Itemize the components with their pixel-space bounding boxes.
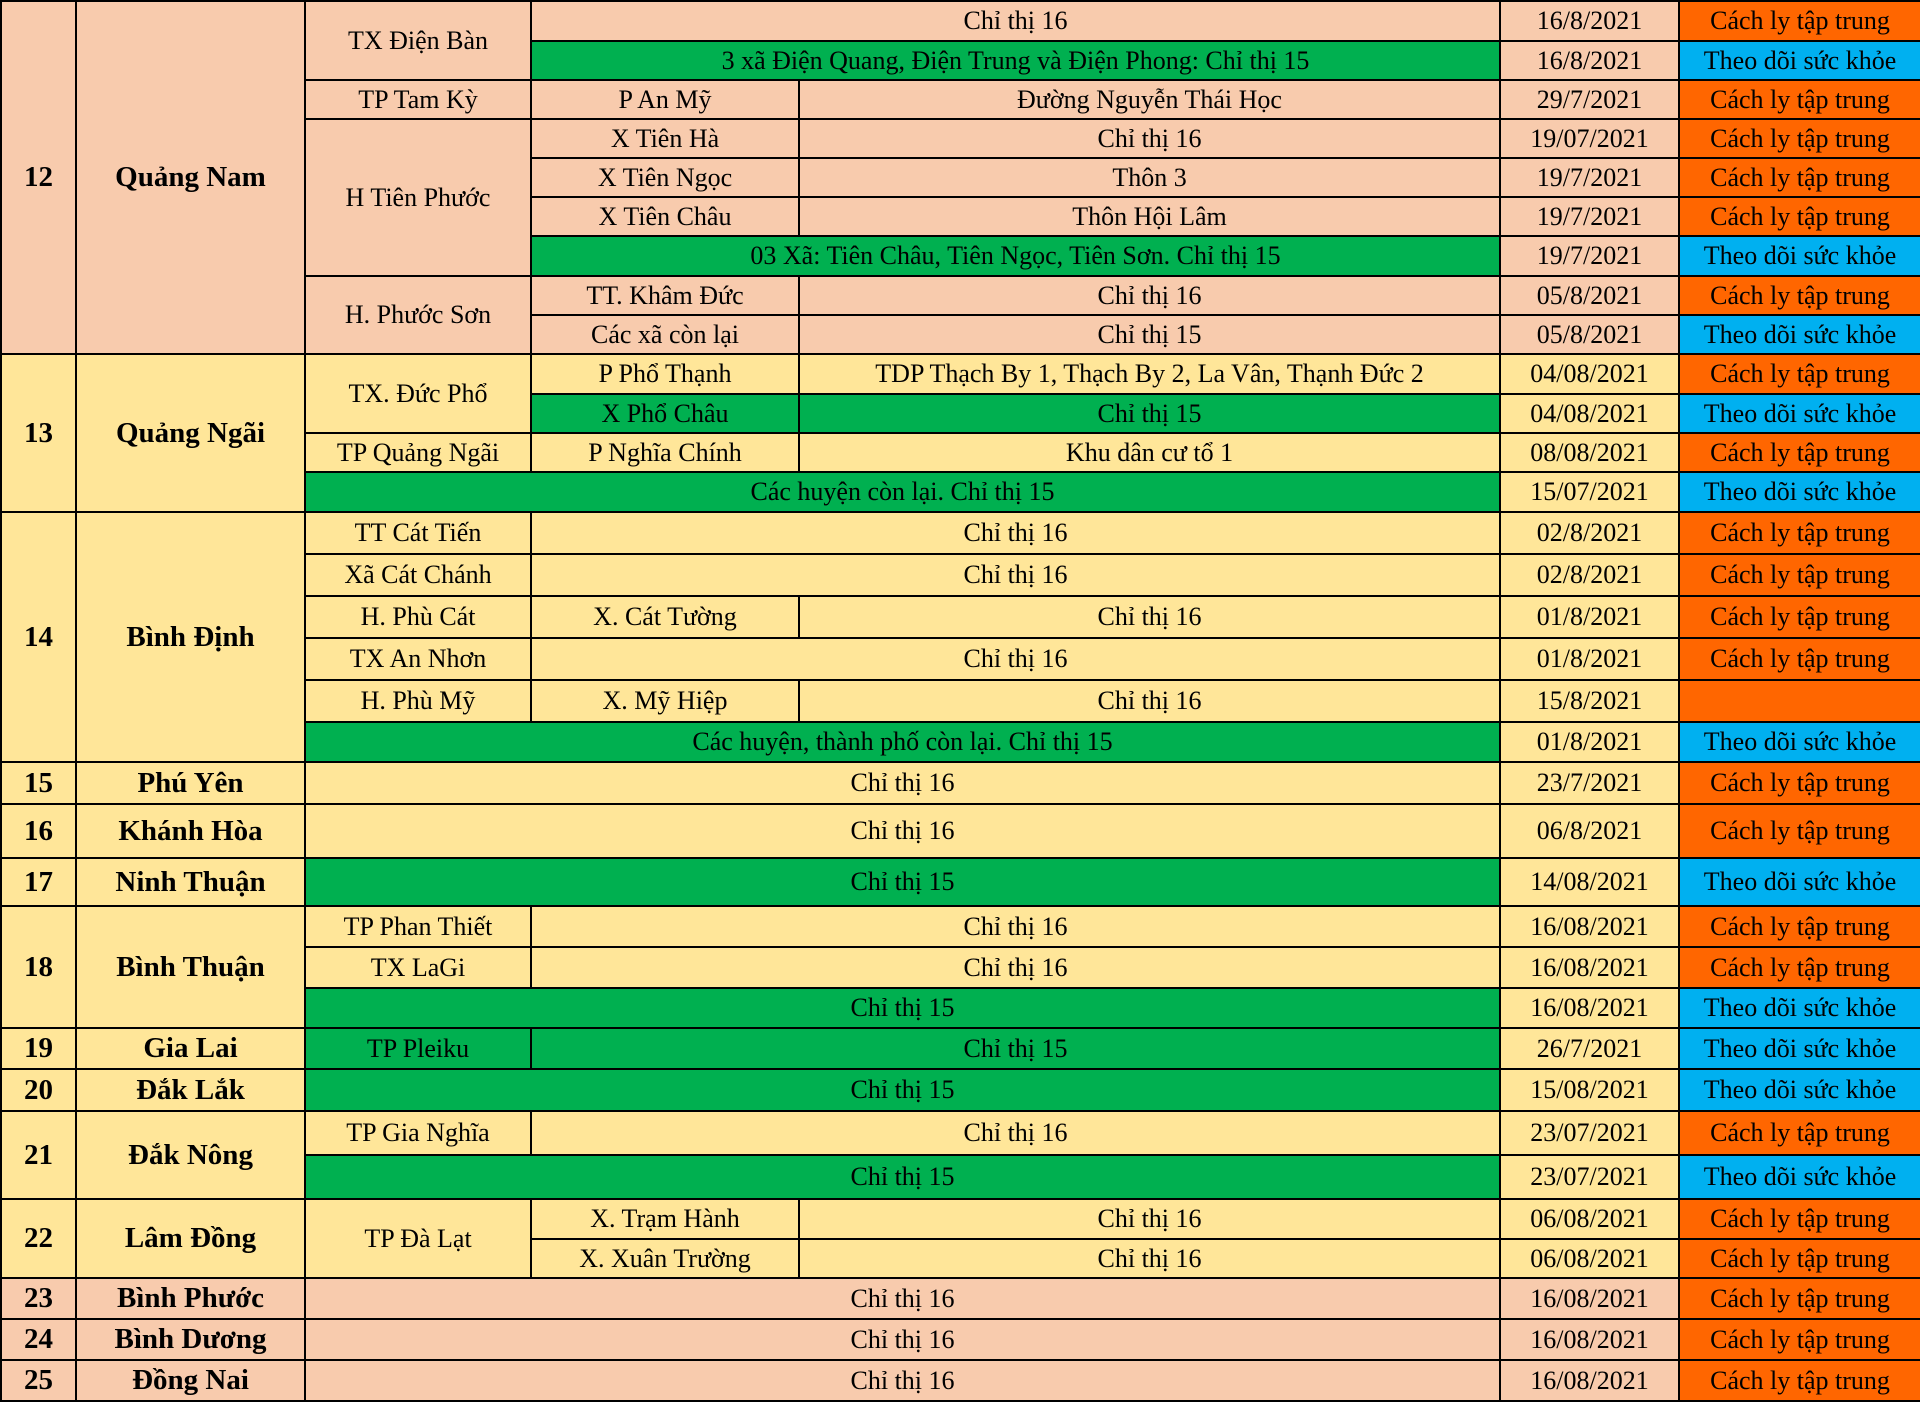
district-name: TP Phan Thiết	[305, 906, 531, 947]
date-cell: 16/08/2021	[1500, 1360, 1679, 1401]
commune-name: X Tiên Ngọc	[531, 158, 799, 197]
measure-cell: Chỉ thị 16	[531, 1111, 1500, 1155]
row-number: 19	[1, 1028, 76, 1069]
date-cell: 16/08/2021	[1500, 1278, 1679, 1319]
status-badge: Theo dõi sức khỏe	[1679, 394, 1920, 433]
measure-cell: Chỉ thị 15	[305, 858, 1500, 906]
commune-name: P Phổ Thạnh	[531, 354, 799, 394]
measure-cell: Chỉ thị 16	[305, 762, 1500, 804]
measure-cell: Chỉ thị 15	[531, 1028, 1500, 1069]
status-badge: Theo dõi sức khỏe	[1679, 988, 1920, 1028]
date-cell: 02/8/2021	[1500, 512, 1679, 554]
status-badge: Cách ly tập trung	[1679, 433, 1920, 472]
status-badge: Cách ly tập trung	[1679, 1319, 1920, 1360]
measure-cell: Chỉ thị 16	[531, 947, 1500, 988]
status-badge: Cách ly tập trung	[1679, 762, 1920, 804]
status-badge: Theo dõi sức khỏe	[1679, 858, 1920, 906]
measure-cell: 3 xã Điện Quang, Điện Trung và Điện Phong: Chỉ thị 15	[531, 41, 1500, 80]
province-name: Đắk Nông	[76, 1111, 305, 1199]
status-badge: Cách ly tập trung	[1679, 354, 1920, 394]
date-cell: 06/08/2021	[1500, 1239, 1679, 1278]
district-name: TT Cát Tiến	[305, 512, 531, 554]
commune-name: X. Cát Tường	[531, 596, 799, 638]
date-cell: 14/08/2021	[1500, 858, 1679, 906]
row-number: 25	[1, 1360, 76, 1401]
district-name: H. Phù Cát	[305, 596, 531, 638]
date-cell: 29/7/2021	[1500, 80, 1679, 119]
date-cell: 16/08/2021	[1500, 1319, 1679, 1360]
measure-cell: Chỉ thị 16	[305, 1319, 1500, 1360]
status-badge: Theo dõi sức khỏe	[1679, 315, 1920, 354]
status-badge: Cách ly tập trung	[1679, 554, 1920, 596]
commune-name: Các xã còn lại	[531, 315, 799, 354]
date-cell: 23/07/2021	[1500, 1111, 1679, 1155]
date-cell: 16/8/2021	[1500, 1, 1679, 41]
date-cell: 19/7/2021	[1500, 158, 1679, 197]
district-name: H Tiên Phước	[305, 119, 531, 276]
date-cell: 05/8/2021	[1500, 315, 1679, 354]
table-row	[1, 1319, 1920, 1360]
status-badge: Theo dõi sức khỏe	[1679, 1028, 1920, 1069]
date-cell: 15/08/2021	[1500, 1069, 1679, 1111]
date-cell: 26/7/2021	[1500, 1028, 1679, 1069]
commune-name: TT. Khâm Đức	[531, 276, 799, 315]
measure-cell: Các huyện còn lại. Chỉ thị 15	[305, 472, 1500, 512]
date-cell: 06/08/2021	[1500, 1199, 1679, 1239]
district-name: TX LaGi	[305, 947, 531, 988]
table-row	[1, 906, 1920, 947]
table-row	[1, 512, 1920, 554]
commune-name: X. Mỹ Hiệp	[531, 680, 799, 722]
province-name: Bình Phước	[76, 1278, 305, 1319]
status-badge: Cách ly tập trung	[1679, 276, 1920, 315]
status-badge: Cách ly tập trung	[1679, 1199, 1920, 1239]
row-number: 14	[1, 512, 76, 762]
date-cell: 19/7/2021	[1500, 197, 1679, 236]
table-row	[1, 762, 1920, 804]
status-badge: Theo dõi sức khỏe	[1679, 236, 1920, 276]
table-row	[1, 1111, 1920, 1155]
province-name: Khánh Hòa	[76, 804, 305, 858]
measure-cell: Chỉ thị 16	[531, 512, 1500, 554]
district-name: TX An Nhơn	[305, 638, 531, 680]
table-row	[1, 1, 1920, 41]
commune-name: X Phổ Châu	[531, 394, 799, 433]
commune-name: X Tiên Hà	[531, 119, 799, 158]
measure-cell: Chỉ thị 15	[305, 988, 1500, 1028]
date-cell: 15/8/2021	[1500, 680, 1679, 722]
status-badge: Cách ly tập trung	[1679, 1360, 1920, 1401]
status-badge: Cách ly tập trung	[1679, 1, 1920, 41]
table-row	[1, 1028, 1920, 1069]
date-cell: 02/8/2021	[1500, 554, 1679, 596]
commune-name: X. Xuân Trường	[531, 1239, 799, 1278]
status-badge: Cách ly tập trung	[1679, 1111, 1920, 1155]
district-name: TX Điện Bàn	[305, 1, 531, 80]
measure-cell: Các huyện, thành phố còn lại. Chỉ thị 15	[305, 722, 1500, 762]
area-cell: Thôn 3	[799, 158, 1500, 197]
status-badge: Cách ly tập trung	[1679, 1239, 1920, 1278]
measure-cell: 03 Xã: Tiên Châu, Tiên Ngọc, Tiên Sơn. Chỉ thị 15	[531, 236, 1500, 276]
area-cell: Chỉ thị 16	[799, 119, 1500, 158]
district-name: TP Quảng Ngãi	[305, 433, 531, 472]
province-name: Quảng Ngãi	[76, 354, 305, 512]
measure-cell: Chỉ thị 16	[305, 1360, 1500, 1401]
province-name: Đồng Nai	[76, 1360, 305, 1401]
commune-name: X Tiên Châu	[531, 197, 799, 236]
status-badge: Cách ly tập trung	[1679, 197, 1920, 236]
province-name: Gia Lai	[76, 1028, 305, 1069]
measure-cell: Chỉ thị 15	[305, 1155, 1500, 1199]
district-name: Xã Cát Chánh	[305, 554, 531, 596]
province-name: Phú Yên	[76, 762, 305, 804]
status-badge: Theo dõi sức khỏe	[1679, 722, 1920, 762]
status-badge: Theo dõi sức khỏe	[1679, 472, 1920, 512]
province-name: Lâm Đồng	[76, 1199, 305, 1278]
date-cell: 19/7/2021	[1500, 236, 1679, 276]
status-badge: Theo dõi sức khỏe	[1679, 41, 1920, 80]
row-number: 23	[1, 1278, 76, 1319]
date-cell: 15/07/2021	[1500, 472, 1679, 512]
row-number: 12	[1, 1, 76, 354]
date-cell: 04/08/2021	[1500, 354, 1679, 394]
area-cell: Chỉ thị 16	[799, 1199, 1500, 1239]
province-name: Bình Thuận	[76, 906, 305, 1028]
province-name: Ninh Thuận	[76, 858, 305, 906]
commune-name: X. Trạm Hành	[531, 1199, 799, 1239]
district-name: TP Đà Lạt	[305, 1199, 531, 1278]
status-badge: Cách ly tập trung	[1679, 80, 1920, 119]
row-number: 20	[1, 1069, 76, 1111]
status-badge: Cách ly tập trung	[1679, 1278, 1920, 1319]
area-cell: Chỉ thị 16	[799, 680, 1500, 722]
row-number: 21	[1, 1111, 76, 1199]
measure-cell: Chỉ thị 16	[531, 1, 1500, 41]
table-row	[1, 1069, 1920, 1111]
row-number: 18	[1, 906, 76, 1028]
status-badge: Cách ly tập trung	[1679, 119, 1920, 158]
district-name: TP Pleiku	[305, 1028, 531, 1069]
table-row	[1, 354, 1920, 394]
measure-cell: Chỉ thị 16	[531, 906, 1500, 947]
date-cell: 01/8/2021	[1500, 638, 1679, 680]
status-badge: Cách ly tập trung	[1679, 638, 1920, 680]
row-number: 17	[1, 858, 76, 906]
province-name: Đắk Lắk	[76, 1069, 305, 1111]
date-cell: 16/8/2021	[1500, 41, 1679, 80]
area-cell: Chỉ thị 16	[799, 1239, 1500, 1278]
row-number: 24	[1, 1319, 76, 1360]
area-cell: Chỉ thị 15	[799, 315, 1500, 354]
row-number: 15	[1, 762, 76, 804]
date-cell: 05/8/2021	[1500, 276, 1679, 315]
date-cell: 16/08/2021	[1500, 947, 1679, 988]
status-badge: Cách ly tập trung	[1679, 596, 1920, 638]
province-name: Quảng Nam	[76, 1, 305, 354]
province-name: Bình Định	[76, 512, 305, 762]
area-cell: Chỉ thị 16	[799, 276, 1500, 315]
province-name: Bình Dương	[76, 1319, 305, 1360]
row-number: 16	[1, 804, 76, 858]
area-cell: Đường Nguyễn Thái Học	[799, 80, 1500, 119]
status-badge: Theo dõi sức khỏe	[1679, 1069, 1920, 1111]
date-cell: 01/8/2021	[1500, 722, 1679, 762]
date-cell: 19/07/2021	[1500, 119, 1679, 158]
table-row	[1, 858, 1920, 906]
measure-cell: Chỉ thị 16	[531, 554, 1500, 596]
date-cell: 23/7/2021	[1500, 762, 1679, 804]
measure-cell: Chỉ thị 16	[531, 638, 1500, 680]
district-name: TP Gia Nghĩa	[305, 1111, 531, 1155]
district-name: H. Phù Mỹ	[305, 680, 531, 722]
district-name: TP Tam Kỳ	[305, 80, 531, 119]
table-row	[1, 1199, 1920, 1239]
area-cell: TDP Thạch By 1, Thạch By 2, La Vân, Thạnh Đức 2	[799, 354, 1500, 394]
district-name: H. Phước Sơn	[305, 276, 531, 354]
table-row	[1, 804, 1920, 858]
row-number: 22	[1, 1199, 76, 1278]
date-cell: 08/08/2021	[1500, 433, 1679, 472]
table-row	[1, 1278, 1920, 1319]
measure-cell: Chỉ thị 15	[305, 1069, 1500, 1111]
commune-name: P Nghĩa Chính	[531, 433, 799, 472]
date-cell: 04/08/2021	[1500, 394, 1679, 433]
area-cell: Chỉ thị 16	[799, 596, 1500, 638]
date-cell: 01/8/2021	[1500, 596, 1679, 638]
status-badge: Cách ly tập trung	[1679, 804, 1920, 858]
date-cell: 16/08/2021	[1500, 906, 1679, 947]
row-number: 13	[1, 354, 76, 512]
date-cell: 06/8/2021	[1500, 804, 1679, 858]
measure-cell: Chỉ thị 16	[305, 1278, 1500, 1319]
status-badge: Cách ly tập trung	[1679, 158, 1920, 197]
measure-cell: Chỉ thị 16	[305, 804, 1500, 858]
area-cell: Khu dân cư tổ 1	[799, 433, 1500, 472]
status-badge: Theo dõi sức khỏe	[1679, 1155, 1920, 1199]
district-name: TX. Đức Phổ	[305, 354, 531, 433]
area-cell: Thôn Hội Lâm	[799, 197, 1500, 236]
status-badge: Cách ly tập trung	[1679, 947, 1920, 988]
area-cell: Chỉ thị 15	[799, 394, 1500, 433]
status-badge: Cách ly tập trung	[1679, 512, 1920, 554]
status-badge	[1679, 680, 1920, 722]
status-badge: Cách ly tập trung	[1679, 906, 1920, 947]
date-cell: 16/08/2021	[1500, 988, 1679, 1028]
commune-name: P An Mỹ	[531, 80, 799, 119]
date-cell: 23/07/2021	[1500, 1155, 1679, 1199]
table-row	[1, 1360, 1920, 1401]
